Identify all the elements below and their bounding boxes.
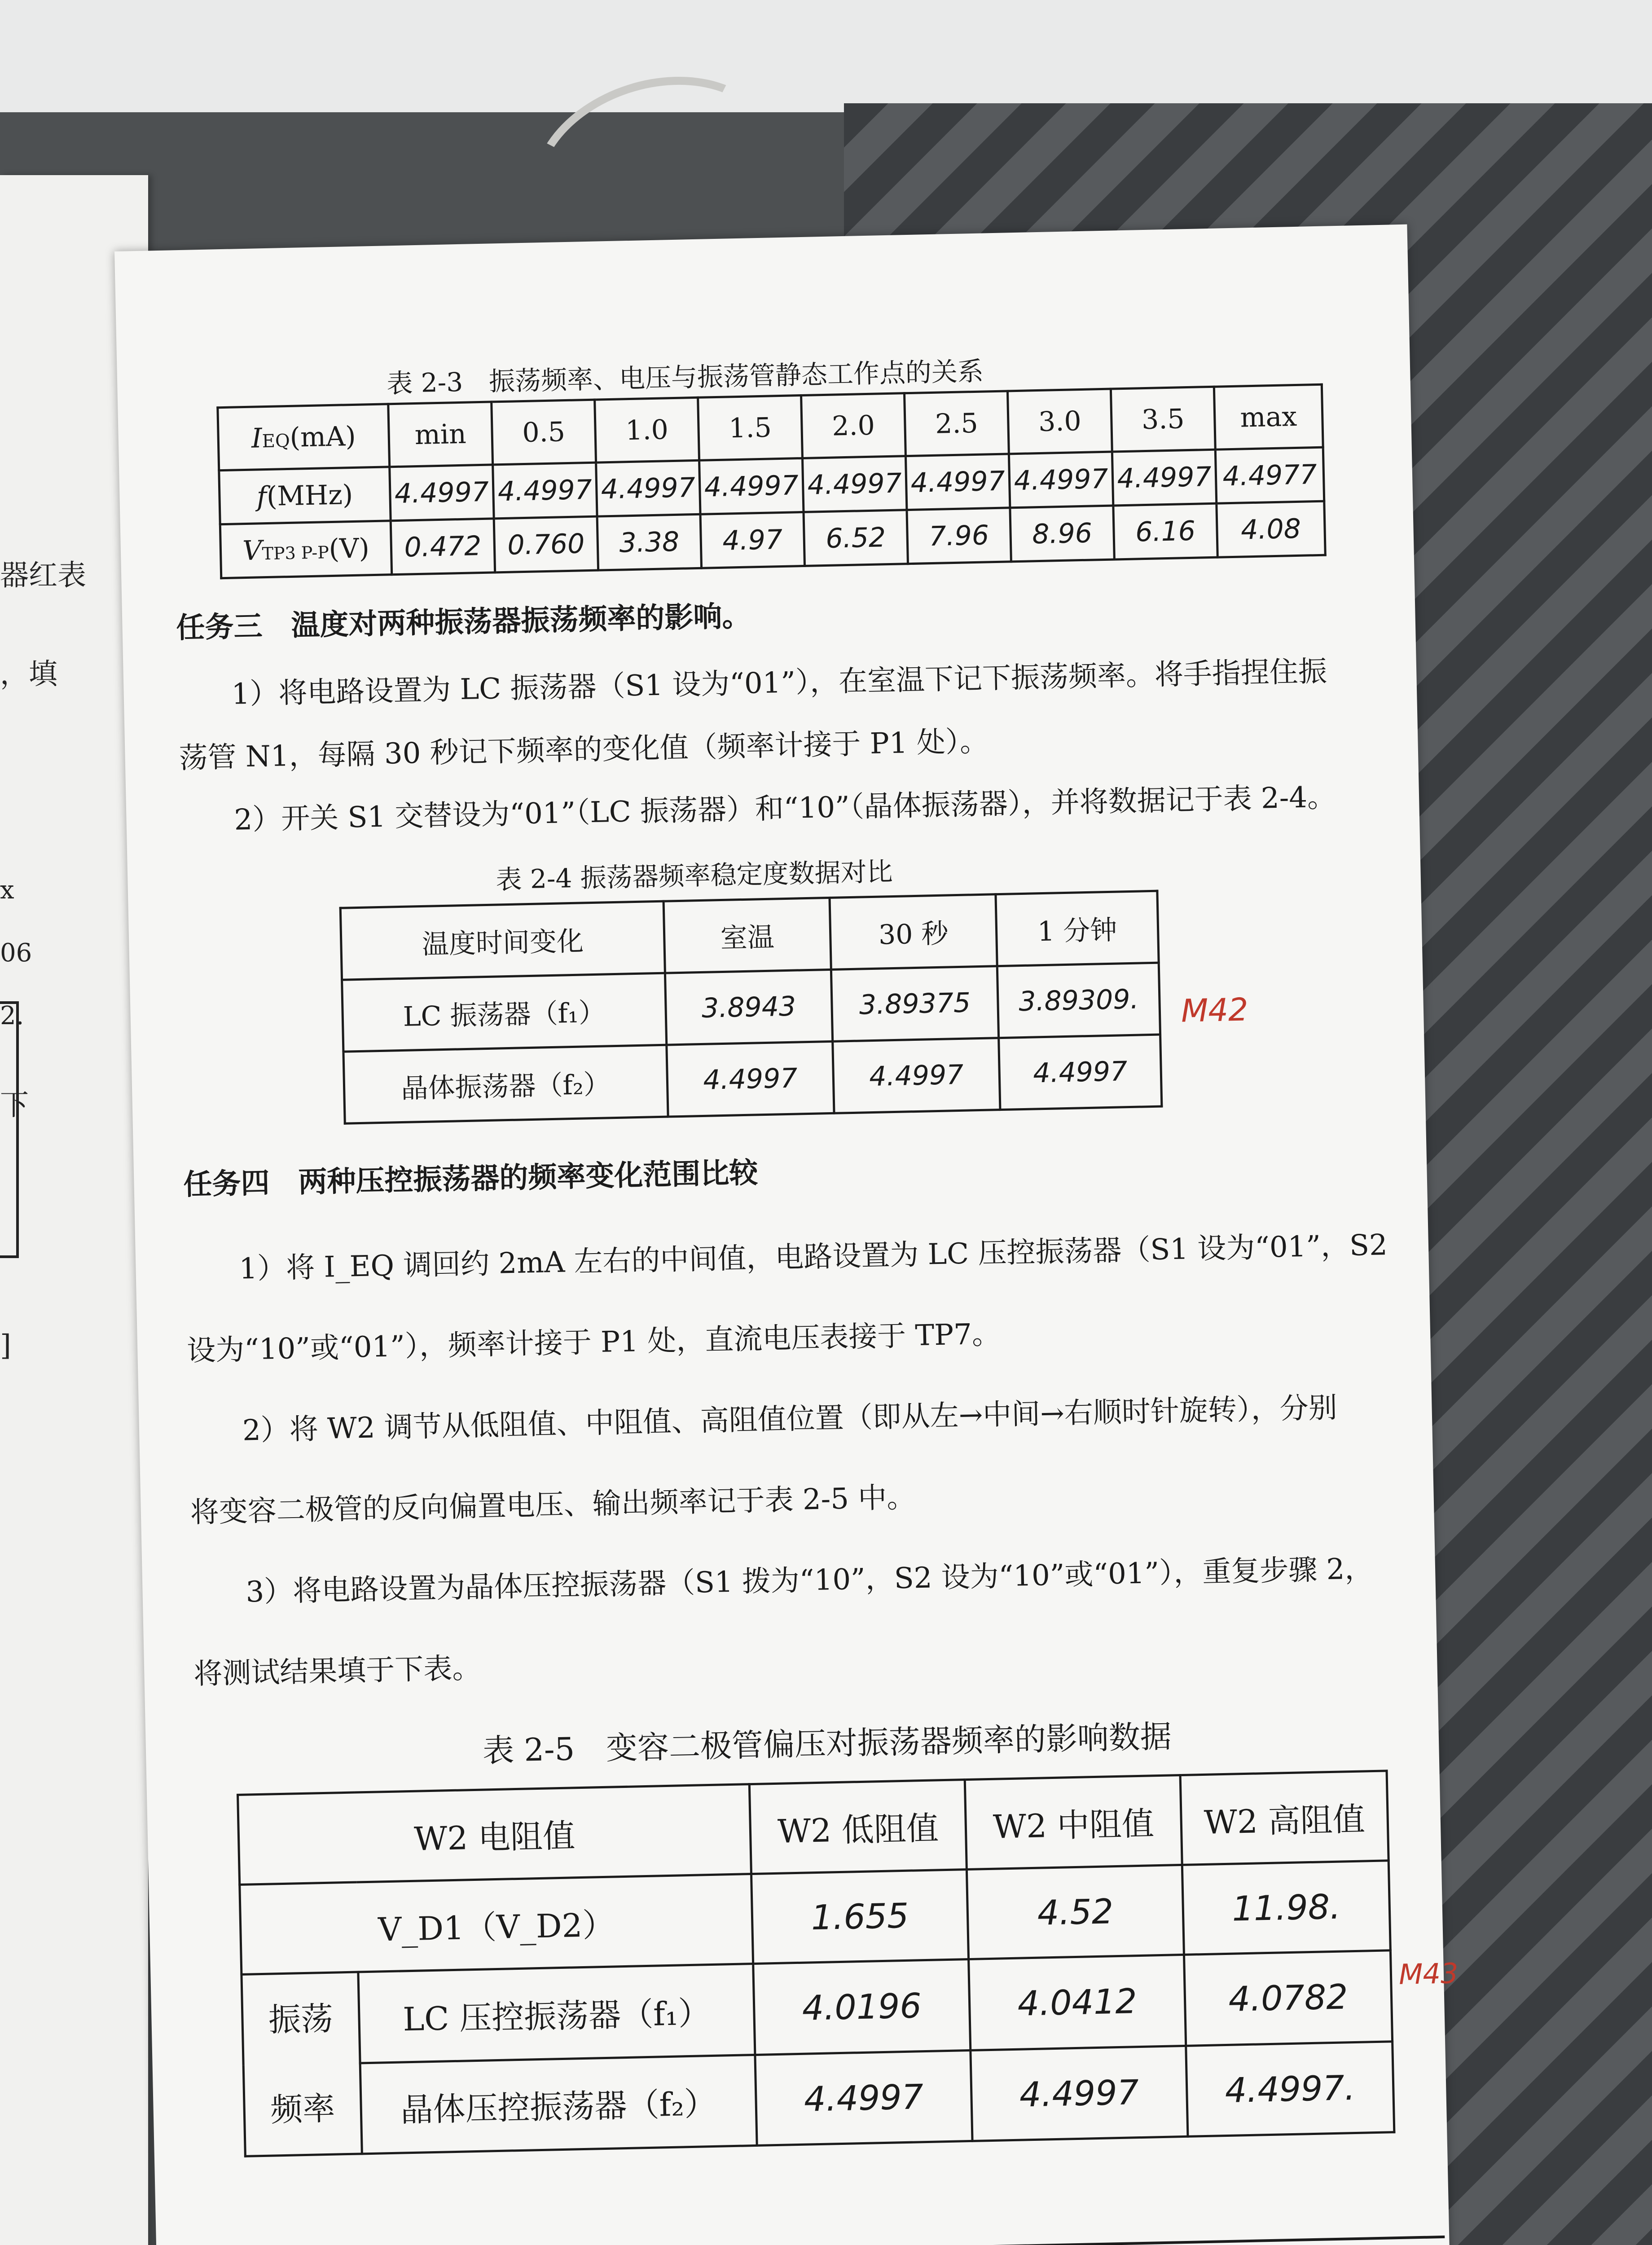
task4-paragraph-2a: 2）将 W2 调节从低阻值、中阻值、高阻值位置（即从左→中间→右顺时针旋转），分别 — [242, 1391, 1338, 1448]
left-page-text-1: 器红表 — [0, 559, 86, 592]
header-cell: 室温 — [663, 898, 831, 973]
header-cell: max — [1214, 384, 1323, 449]
task4-paragraph-1a: 1）将 I_EQ 调回约 2mA 左右的中间值，电路设置为 LC 压控振荡器（S1 设为“01”，S2 — [238, 1228, 1388, 1286]
cell-value: 4.4997 — [999, 1034, 1162, 1110]
cell-value: 3.8943 — [665, 969, 832, 1045]
cell-value: 3.38 — [597, 514, 701, 570]
cell-value: 4.4997. — [1186, 2041, 1394, 2136]
handwritten-note-m42: M42 — [1181, 991, 1249, 1030]
cell-value: 4.4997 — [1009, 452, 1113, 508]
cell-value: 1.655 — [751, 1870, 969, 1964]
task4-heading: 任务四 两种压控振荡器的频率变化范围比较 — [183, 1156, 759, 1202]
cell-value: 4.4997 — [493, 462, 597, 519]
header-cell: 30 秒 — [830, 894, 997, 970]
cell-value: 4.4997 — [667, 1041, 834, 1117]
cell-value: 4.4997 — [971, 2046, 1188, 2141]
header-cell: W2 中阻值 — [965, 1775, 1182, 1870]
left-page-text-2: ，填 — [0, 658, 57, 691]
cell-value: 3.89375 — [831, 966, 998, 1042]
table-2-5-caption: 表 2-5 变容二极管偏压对振荡器频率的影响数据 — [482, 1718, 1172, 1770]
row-group-label — [242, 1972, 362, 2156]
cell-value: 11.98. — [1182, 1861, 1390, 1955]
left-page-text-3: 下 — [0, 1089, 29, 1122]
row-group-label-line-2: 频率 — [270, 2089, 336, 2129]
cell-value: 4.0782 — [1184, 1950, 1392, 2046]
row-label: 晶体振荡器（f₂） — [343, 1045, 668, 1123]
row-group-label-line-1: 振荡 — [268, 1999, 334, 2039]
table-2-4-caption: 表 2-4 振荡器频率稳定度数据对比 — [495, 856, 893, 895]
header-cell: 2.5 — [904, 391, 1009, 456]
row-label: 晶体压控振荡器（f₂） — [360, 2055, 757, 2154]
row-label-vtp3: VTP3 P-P(V) — [220, 521, 391, 578]
cell-value: 4.0412 — [969, 1954, 1186, 2050]
table-2-5 — [237, 1770, 1395, 2157]
cell-value: 7.96 — [907, 508, 1011, 564]
handwritten-note-m43: M43 — [1398, 1957, 1459, 1991]
row-label-f: f(MHz) — [219, 467, 391, 524]
row-label-vd: V_D1（V_D2） — [240, 1874, 753, 1975]
header-cell: 3.0 — [1007, 389, 1112, 454]
cell-value: 0.760 — [494, 516, 598, 572]
header-cell: W2 低阻值 — [749, 1780, 967, 1874]
cell-value: 4.4977 — [1215, 447, 1324, 503]
cell-value: 4.97 — [700, 512, 804, 568]
left-page-cell-2: 06 — [0, 938, 32, 968]
table-2-3 — [216, 383, 1327, 580]
left-page-cell-3: 2. — [0, 1001, 24, 1030]
header-cell: 3.5 — [1111, 387, 1215, 452]
document-page — [114, 224, 1459, 2245]
header-cell: 1.0 — [595, 397, 699, 462]
cell-value: 4.4997 — [755, 2050, 972, 2146]
task3-paragraph-1b: 荡管 N1，每隔 30 秒记下频率的变化值（频率计接于 P1 处）。 — [178, 725, 989, 775]
cell-value: 3.89309. — [997, 963, 1160, 1038]
cell-value: 4.4997 — [390, 465, 494, 521]
bottom-rule — [166, 2236, 1445, 2245]
task4-paragraph-3b: 将测试结果填于下表。 — [193, 1651, 482, 1691]
header-cell: 0.5 — [492, 400, 596, 465]
header-cell: 1 分钟 — [996, 891, 1159, 966]
header-cell: W2 电阻值 — [238, 1784, 751, 1885]
task4-paragraph-2b: 将变容二极管的反向偏置电压、输出频率记于表 2-5 中。 — [190, 1481, 916, 1530]
cell-value: 4.0196 — [753, 1959, 971, 2055]
desk-background-top — [0, 0, 1652, 112]
row-label: LC 振荡器（f₁） — [342, 973, 667, 1052]
cell-value: 0.472 — [391, 519, 495, 575]
cell-value: 4.4997 — [699, 458, 804, 515]
task3-paragraph-2: 2）开关 S1 交替设为“01”（LC 振荡器）和“10”（晶体振荡器），并将数据记于表 2-4。 — [233, 780, 1336, 837]
cell-value: 6.52 — [804, 510, 908, 566]
row-label: LC 压控振荡器（f₁） — [358, 1964, 755, 2063]
task4-paragraph-1b: 设为“10”或“01”），频率计接于 P1 处，直流电压表接于 TP7。 — [186, 1317, 1001, 1368]
cell-value: 4.4997 — [802, 456, 906, 512]
header-ieq: IEQ(mA) — [218, 404, 390, 471]
cell-value: 4.4997 — [833, 1038, 1000, 1114]
cell-value: 4.08 — [1217, 501, 1325, 557]
left-page-table-fragment — [0, 1001, 19, 1258]
header-cell: min — [388, 402, 493, 467]
task4-paragraph-3a: 3）将电路设置为晶体压控振荡器（S1 拨为“10”，S2 设为“10”或“01”），重复步骤 2， — [245, 1552, 1374, 1609]
left-page-text-4: ] — [0, 1329, 11, 1362]
header-cell: 2.0 — [801, 393, 906, 458]
cell-value: 4.4997 — [596, 460, 700, 516]
task3-paragraph-1a: 1）将电路设置为 LC 振荡器（S1 设为“01”），在室温下记下振荡频率。将手指捏住振 — [231, 655, 1327, 711]
header-cell: 温度时间变化 — [340, 901, 665, 980]
cell-value: 4.4997 — [1112, 449, 1216, 506]
header-cell: W2 高阻值 — [1180, 1771, 1388, 1865]
task3-heading: 任务三 温度对两种振荡器振荡频率的影响。 — [176, 599, 751, 645]
cell-value: 8.96 — [1010, 506, 1114, 562]
header-cell: 1.5 — [698, 396, 803, 461]
cell-value: 4.52 — [967, 1865, 1184, 1959]
table-2-3-caption: 表 2-3 振荡频率、电压与振荡管静态工作点的关系 — [386, 356, 984, 399]
table-2-4 — [339, 890, 1163, 1125]
left-page-cell-1: x — [0, 876, 14, 905]
cell-value: 4.4997 — [905, 454, 1010, 510]
cell-value: 6.16 — [1113, 503, 1217, 559]
